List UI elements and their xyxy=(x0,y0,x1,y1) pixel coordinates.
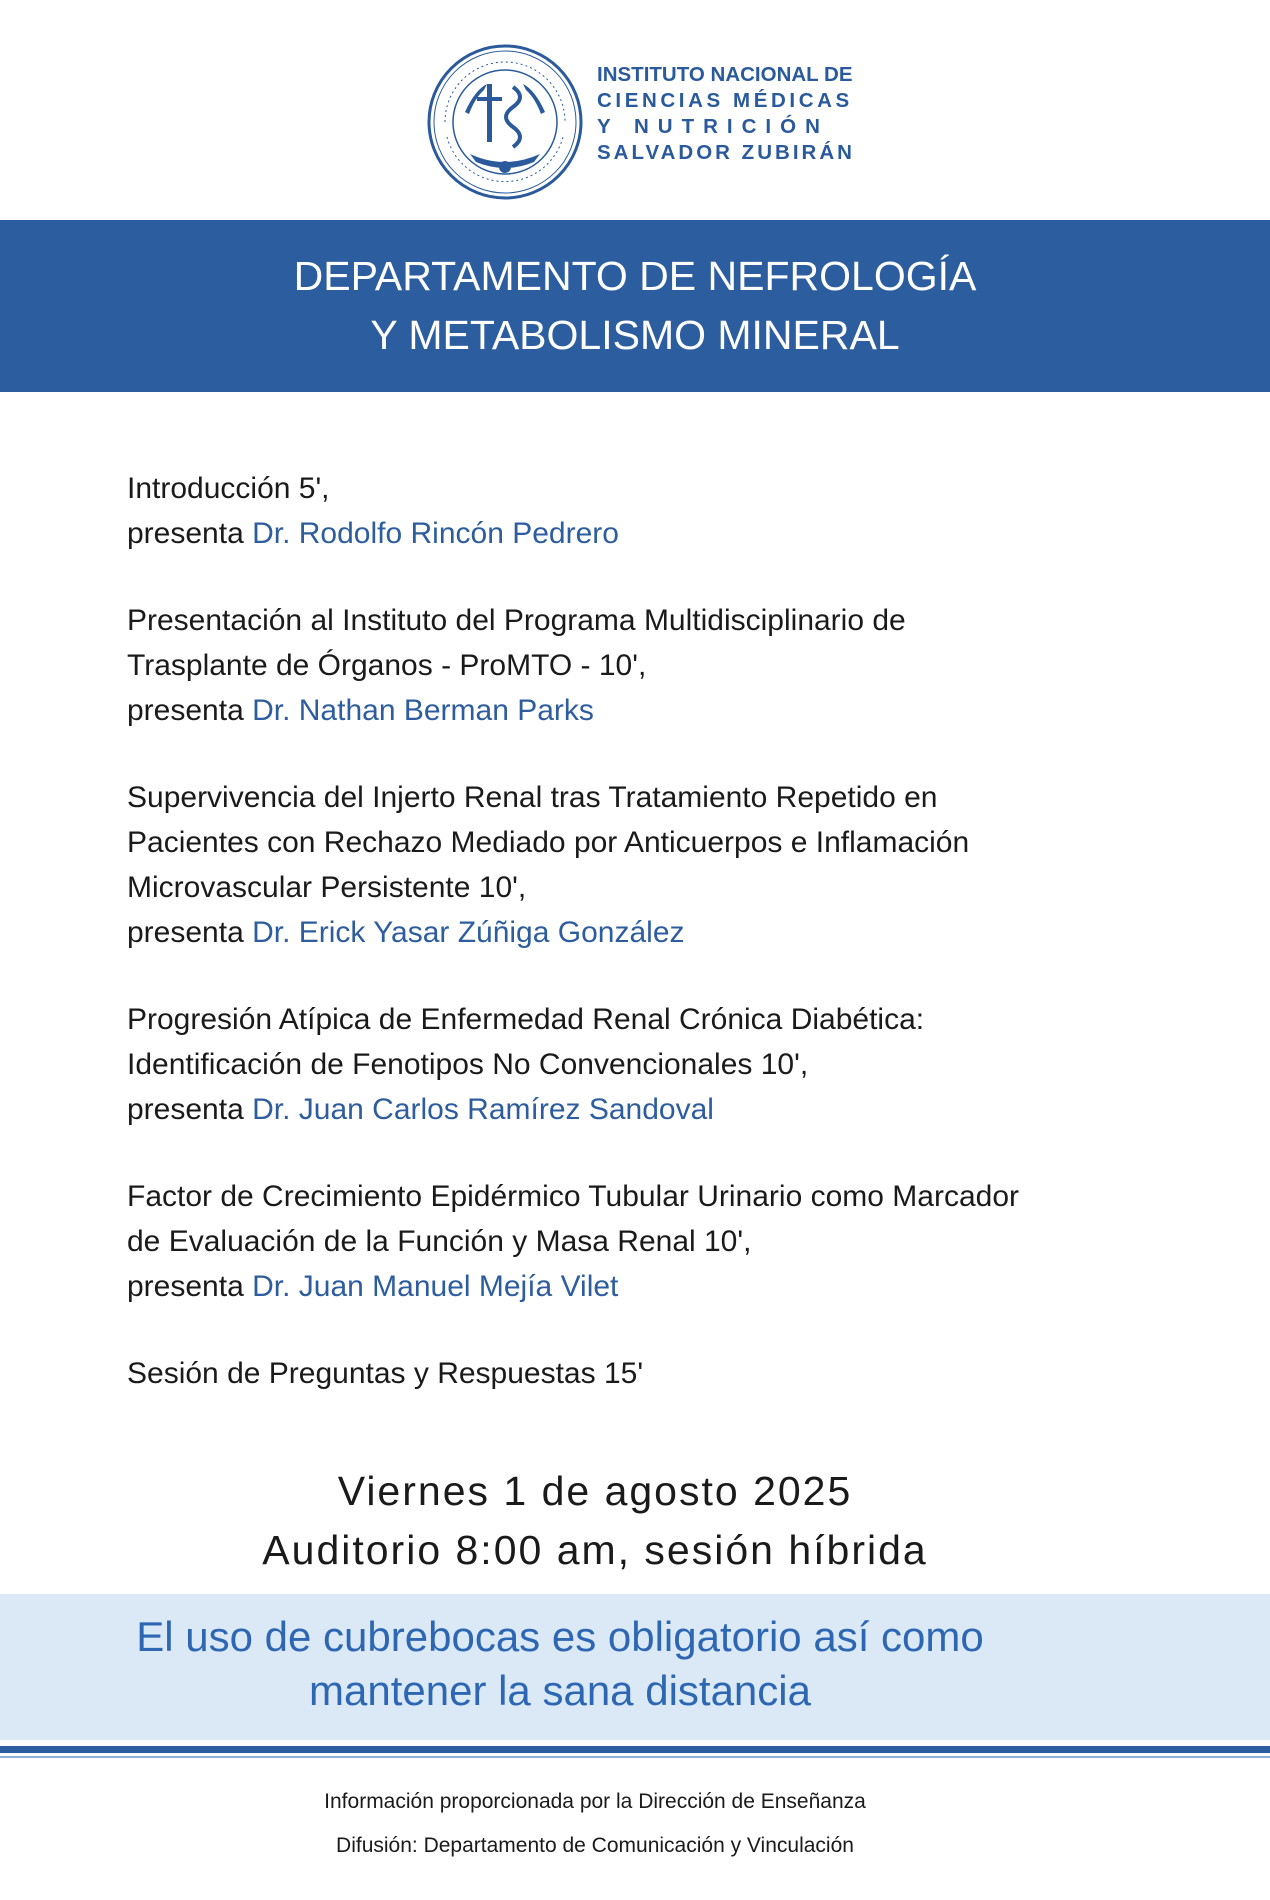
talk-title: Presentación al Instituto del Programa Multidisciplinario de xyxy=(127,604,906,637)
institute-seal-icon xyxy=(425,42,585,202)
presenter-prefix: presenta xyxy=(127,1093,253,1126)
talk-title: Pacientes con Rechazo Mediado por Anticuerpos e Inflamación xyxy=(127,826,970,859)
talk-title: de Evaluación de la Función y Masa Renal 10', xyxy=(127,1225,752,1258)
institute-logo xyxy=(425,42,865,202)
talk-title: Supervivencia del Injerto Renal tras Tratamiento Repetido en xyxy=(127,781,938,814)
event-venue: Auditorio 8:00 am, sesión híbrida xyxy=(262,1527,928,1573)
footer-line: Información proporcionada por la Dirección de Enseñanza xyxy=(324,1790,866,1813)
presenter-name: Dr. Juan Manuel Mejía Vilet xyxy=(252,1270,619,1303)
presenter-line xyxy=(127,1087,1227,1132)
footer xyxy=(0,1780,1190,1868)
presenter-prefix: presenta xyxy=(127,517,253,550)
talk-title: Introducción 5', xyxy=(127,472,330,505)
divider xyxy=(0,1746,1270,1753)
presenter-prefix: presenta xyxy=(127,694,253,727)
program-item xyxy=(127,1351,1227,1396)
talk-title: Microvascular Persistente 10', xyxy=(127,871,527,904)
presenter-line xyxy=(127,688,1227,733)
program-item xyxy=(127,598,1227,733)
footer-line: Difusión: Departamento de Comunicación y Vinculación xyxy=(336,1834,854,1857)
department-title-line: Y METABOLISMO MINERAL xyxy=(370,312,900,358)
department-title-line: DEPARTAMENTO DE NEFROLOGÍA xyxy=(293,253,977,299)
presenter-name: Dr. Erick Yasar Zúñiga González xyxy=(252,916,685,949)
talk-title: Progresión Atípica de Enfermedad Renal Crónica Diabética: xyxy=(127,1003,925,1036)
presenter-line xyxy=(127,511,1227,556)
presenter-name: Dr. Juan Carlos Ramírez Sandoval xyxy=(252,1093,714,1126)
presenter-prefix: presenta xyxy=(127,916,253,949)
institute-name-line: SALVADOR ZUBIRÁN xyxy=(597,141,855,164)
program-item xyxy=(127,997,1227,1132)
presenter-name: Dr. Nathan Berman Parks xyxy=(252,694,594,727)
talk-title: Trasplante de Órganos - ProMTO - 10', xyxy=(127,649,647,682)
presenter-line xyxy=(127,1264,1227,1309)
notice-line: El uso de cubrebocas es obligatorio así como xyxy=(136,1613,984,1660)
talk-title: Sesión de Preguntas y Respuestas 15' xyxy=(127,1357,644,1390)
presenter-line xyxy=(127,910,1227,955)
program-item xyxy=(127,466,1227,556)
program-list xyxy=(127,466,1227,1396)
program-item xyxy=(127,775,1227,955)
divider xyxy=(0,1756,1270,1758)
institute-name-line: CIENCIAS MÉDICAS xyxy=(597,89,853,112)
presenter-prefix: presenta xyxy=(127,1270,253,1303)
event-date: Viernes 1 de agosto 2025 xyxy=(337,1468,853,1514)
institute-name xyxy=(597,62,865,166)
mask-notice xyxy=(0,1594,1270,1740)
talk-title: Identificación de Fenotipos No Convencionales 10', xyxy=(127,1048,809,1081)
institute-name-line: Y NUTRICIÓN xyxy=(597,115,829,138)
notice-line: mantener la sana distancia xyxy=(309,1667,811,1714)
program-item xyxy=(127,1174,1227,1309)
department-banner xyxy=(0,220,1270,392)
presenter-name: Dr. Rodolfo Rincón Pedrero xyxy=(252,517,619,550)
talk-title: Factor de Crecimiento Epidérmico Tubular Urinario como Marcador xyxy=(127,1180,1020,1213)
institute-name-line: INSTITUTO NACIONAL DE xyxy=(597,63,853,86)
event-info xyxy=(0,1462,1190,1580)
